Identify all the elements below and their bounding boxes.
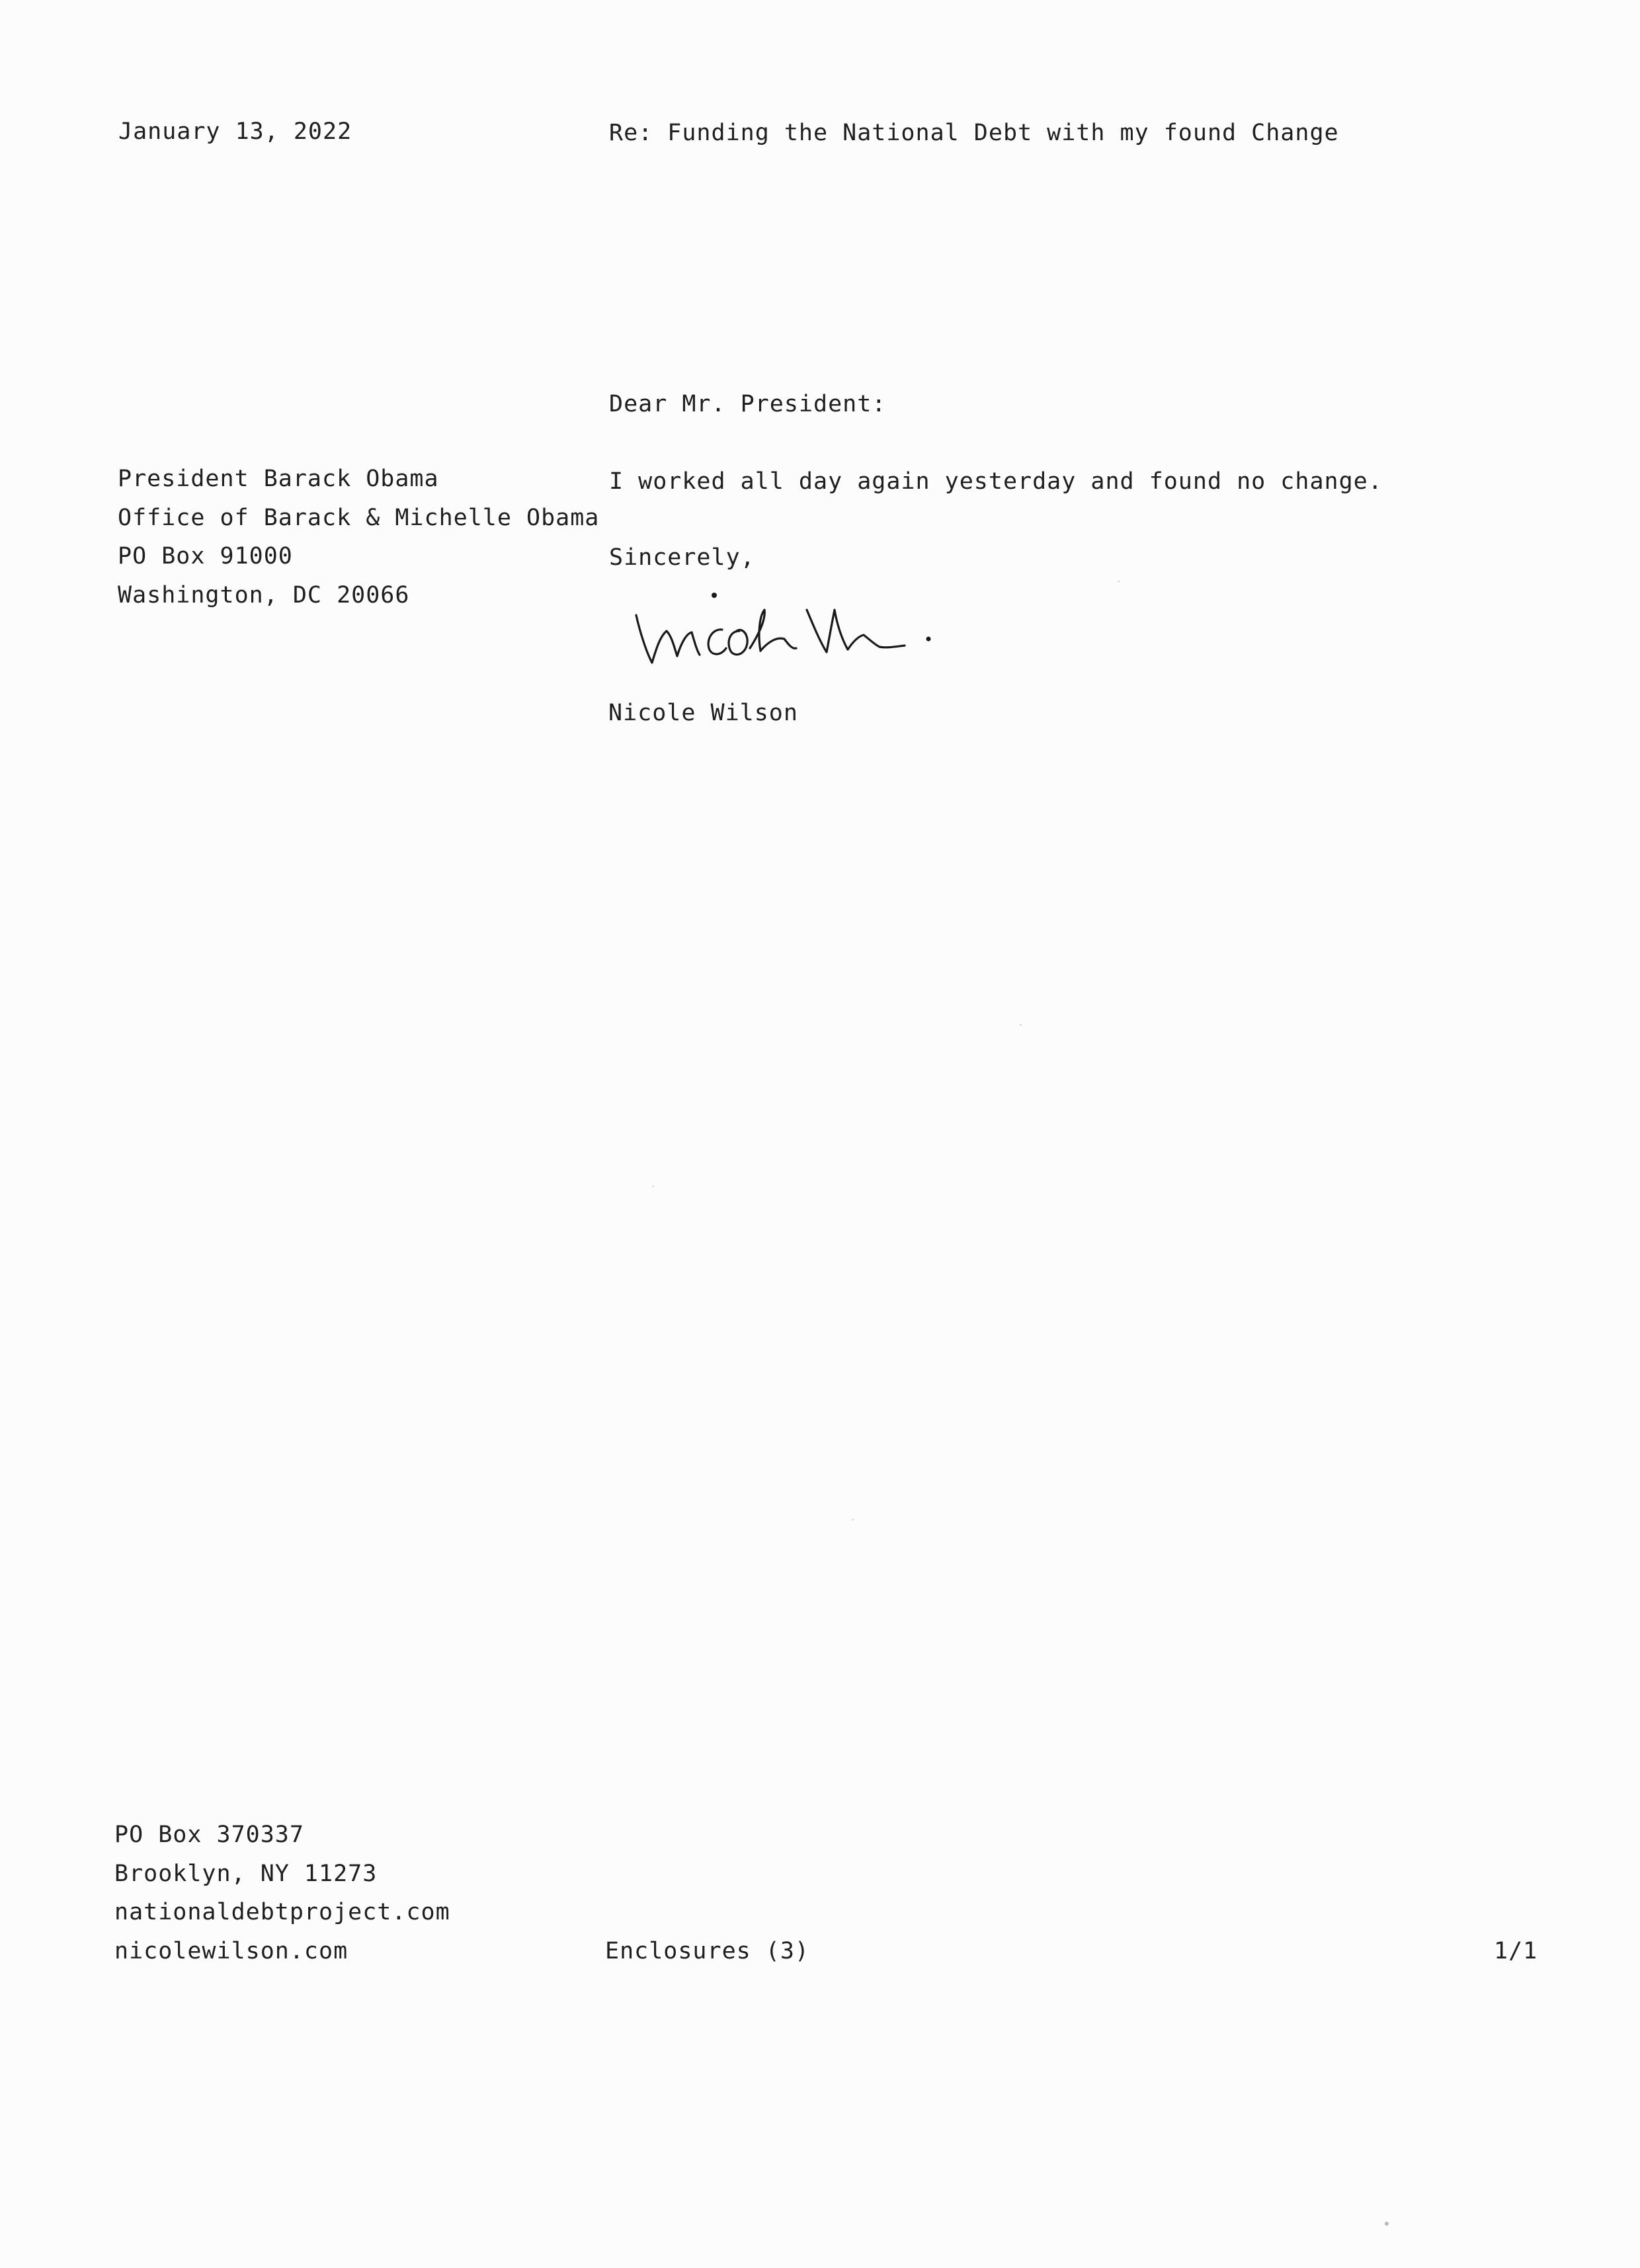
signer-name: Nicole Wilson — [608, 700, 798, 726]
recipient-city: Washington, DC 20066 — [118, 581, 410, 609]
recipient-po-box: PO Box 91000 — [118, 543, 293, 569]
handwritten-signature — [628, 570, 959, 676]
scan-speck — [1118, 581, 1120, 582]
sender-website-2: nicolewilson.com — [114, 1937, 348, 1964]
recipient-office: Office of Barack & Michelle Obama — [118, 504, 600, 531]
letter-closing: Sincerely, — [609, 544, 755, 571]
sender-website-1: nationaldebtproject.com — [114, 1899, 450, 1925]
letter-date: January 13, 2022 — [118, 118, 352, 145]
scan-speck — [652, 1185, 654, 1187]
enclosures-note: Enclosures (3) — [605, 1938, 810, 1964]
page-number: 1/1 — [1494, 1938, 1538, 1964]
sender-po-box: PO Box 370337 — [114, 1822, 304, 1848]
salutation: Dear Mr. President: — [609, 391, 887, 417]
sender-city: Brooklyn, NY 11273 — [114, 1860, 378, 1887]
scan-speck — [1385, 2222, 1389, 2226]
letter-subject: Re: Funding the National Debt with my found Change — [609, 120, 1339, 146]
scan-speck — [852, 1519, 854, 1521]
recipient-name: President Barack Obama — [118, 466, 439, 492]
sender-address — [114, 1816, 450, 1970]
scan-speck — [1020, 1024, 1022, 1026]
recipient-address — [118, 460, 599, 614]
letter-body: I worked all day again yesterday and found no change. — [609, 468, 1383, 495]
